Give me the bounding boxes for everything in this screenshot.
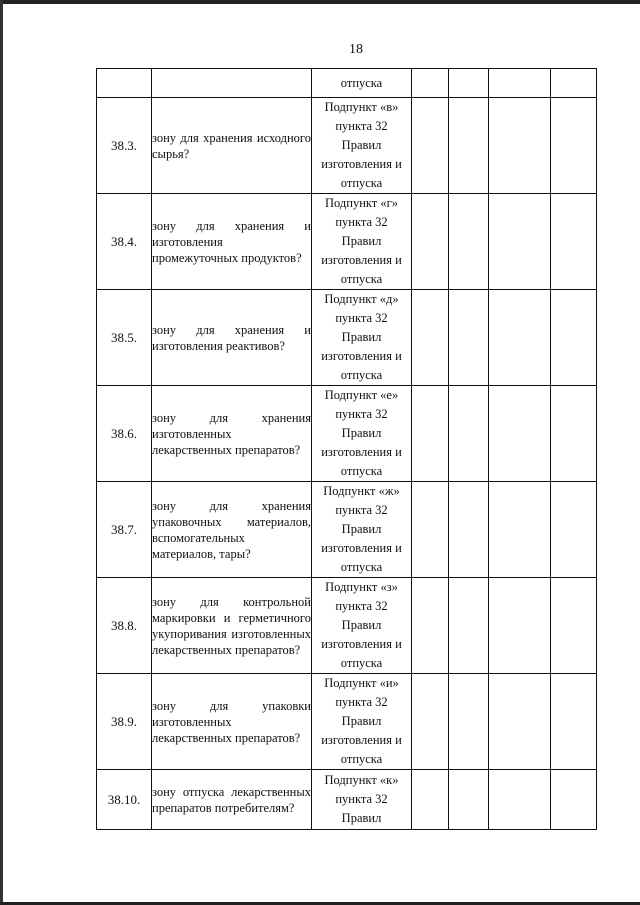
answer-cell: [551, 386, 597, 482]
answer-cell: [489, 578, 551, 674]
answer-cell: [551, 770, 597, 830]
answer-cell: [449, 578, 489, 674]
answer-cell: [551, 482, 597, 578]
scan-edge-left: [0, 0, 3, 905]
answer-cell: [412, 386, 449, 482]
item-number-cell: 38.9.: [97, 674, 152, 770]
table-row: [97, 674, 597, 770]
question-text: зону для упаковки изготовленных лекарственных препаратов?: [152, 698, 311, 745]
answer-cell: [489, 482, 551, 578]
item-number-cell: 38.8.: [97, 578, 152, 674]
item-number-cell: 38.6.: [97, 386, 152, 482]
question-text: зону для контрольной маркировки и герметичного укупоривания изготовленных лекарственных препаратов?: [152, 594, 311, 657]
reference-line: отпуска: [340, 752, 383, 766]
item-number-cell: 38.4.: [97, 194, 152, 290]
reference-line: Подпункт «д»: [324, 292, 399, 306]
answer-cell: [551, 194, 597, 290]
reference-line: Подпункт «з»: [325, 580, 398, 594]
item-number-cell: 38.3.: [97, 98, 152, 194]
answer-cell: [489, 98, 551, 194]
answer-cell: [412, 770, 449, 830]
reference-line: отпуска: [340, 464, 383, 478]
reference-line: Подпункт «в»: [324, 100, 399, 114]
legal-reference-cell: [312, 69, 412, 98]
reference-line: пункта 32: [335, 599, 388, 613]
item-number-cell: 38.7.: [97, 482, 152, 578]
reference-line: пункта 32: [335, 407, 388, 421]
reference-line: отпуска: [340, 272, 383, 286]
reference-line: пункта 32: [335, 119, 388, 133]
answer-cell: [489, 69, 551, 98]
question-cell: [152, 482, 312, 578]
reference-line: Правил: [341, 138, 382, 152]
scan-edge-top: [0, 0, 640, 4]
reference-line: изготовления и: [321, 733, 402, 747]
reference-line: пункта 32: [335, 215, 388, 229]
answer-cell: [412, 578, 449, 674]
question-cell: [152, 674, 312, 770]
checklist-table: [96, 68, 597, 830]
reference-line: Подпункт «и»: [324, 676, 399, 690]
reference-line: Подпункт «е»: [324, 388, 399, 402]
legal-reference-cell: [312, 770, 412, 830]
table-row: [97, 578, 597, 674]
question-cell: [152, 69, 312, 98]
answer-cell: [449, 98, 489, 194]
answer-cell: [412, 194, 449, 290]
reference-line: изготовления и: [321, 637, 402, 651]
reference-line: отпуска: [340, 656, 383, 670]
reference-line: Подпункт «к»: [324, 773, 399, 787]
question-text: зону для хранения исходного сырья?: [152, 130, 311, 161]
reference-line: пункта 32: [335, 503, 388, 517]
question-cell: [152, 98, 312, 194]
reference-line: отпуска: [340, 368, 383, 382]
answer-cell: [449, 290, 489, 386]
answer-cell: [412, 98, 449, 194]
answer-cell: [489, 194, 551, 290]
reference-line: Подпункт «ж»: [323, 484, 400, 498]
reference-line: пункта 32: [335, 792, 388, 806]
reference-line: отпуска: [340, 75, 383, 90]
reference-line: изготовления и: [321, 157, 402, 171]
legal-reference-cell: [312, 482, 412, 578]
answer-cell: [449, 386, 489, 482]
question-cell: [152, 386, 312, 482]
answer-cell: [412, 482, 449, 578]
legal-reference-cell: [312, 290, 412, 386]
item-number-cell: 38.10.: [97, 770, 152, 830]
table-row: [97, 386, 597, 482]
question-text: зону для хранения и изготовления промежуточных продуктов?: [152, 218, 311, 265]
legal-reference-cell: [312, 98, 412, 194]
reference-line: Правил: [341, 522, 382, 536]
reference-line: пункта 32: [335, 311, 388, 325]
answer-cell: [412, 290, 449, 386]
answer-cell: [551, 98, 597, 194]
page-number: 18: [349, 42, 363, 57]
table-row: [97, 770, 597, 830]
table-row: [97, 69, 597, 98]
question-cell: [152, 578, 312, 674]
legal-reference-cell: [312, 674, 412, 770]
answer-cell: [449, 674, 489, 770]
reference-line: изготовления и: [321, 253, 402, 267]
answer-cell: [449, 69, 489, 98]
answer-cell: [551, 674, 597, 770]
reference-line: отпуска: [340, 560, 383, 574]
reference-line: отпуска: [340, 176, 383, 190]
reference-line: Правил: [341, 618, 382, 632]
reference-line: Правил: [341, 234, 382, 248]
reference-line: Правил: [341, 714, 382, 728]
reference-line: изготовления и: [321, 349, 402, 363]
question-text: зону отпуска лекарственных препаратов потребителям?: [152, 784, 311, 815]
item-number-cell: 38.5.: [97, 290, 152, 386]
answer-cell: [449, 770, 489, 830]
answer-cell: [551, 69, 597, 98]
answer-cell: [551, 578, 597, 674]
answer-cell: [551, 290, 597, 386]
question-text: зону для хранения упаковочных материалов, вспомогательных материалов, тары?: [152, 498, 311, 561]
answer-cell: [489, 290, 551, 386]
reference-line: изготовления и: [321, 445, 402, 459]
answer-cell: [489, 386, 551, 482]
legal-reference-cell: [312, 386, 412, 482]
reference-line: пункта 32: [335, 695, 388, 709]
answer-cell: [489, 674, 551, 770]
question-cell: [152, 290, 312, 386]
answer-cell: [412, 674, 449, 770]
table-row: [97, 290, 597, 386]
answer-cell: [489, 770, 551, 830]
table-row: [97, 482, 597, 578]
answer-cell: [449, 194, 489, 290]
reference-line: Правил: [341, 811, 382, 825]
answer-cell: [449, 482, 489, 578]
legal-reference-cell: [312, 578, 412, 674]
reference-line: Правил: [341, 426, 382, 440]
item-number-cell: [97, 69, 152, 98]
question-text: зону для хранения изготовленных лекарственных препаратов?: [152, 410, 311, 457]
question-text: зону для хранения и изготовления реактивов?: [152, 322, 311, 353]
legal-reference-cell: [312, 194, 412, 290]
table-row: [97, 98, 597, 194]
question-cell: [152, 770, 312, 830]
question-cell: [152, 194, 312, 290]
reference-line: Правил: [341, 330, 382, 344]
reference-line: Подпункт «г»: [324, 196, 399, 210]
table-row: [97, 194, 597, 290]
reference-line: изготовления и: [321, 541, 402, 555]
answer-cell: [412, 69, 449, 98]
